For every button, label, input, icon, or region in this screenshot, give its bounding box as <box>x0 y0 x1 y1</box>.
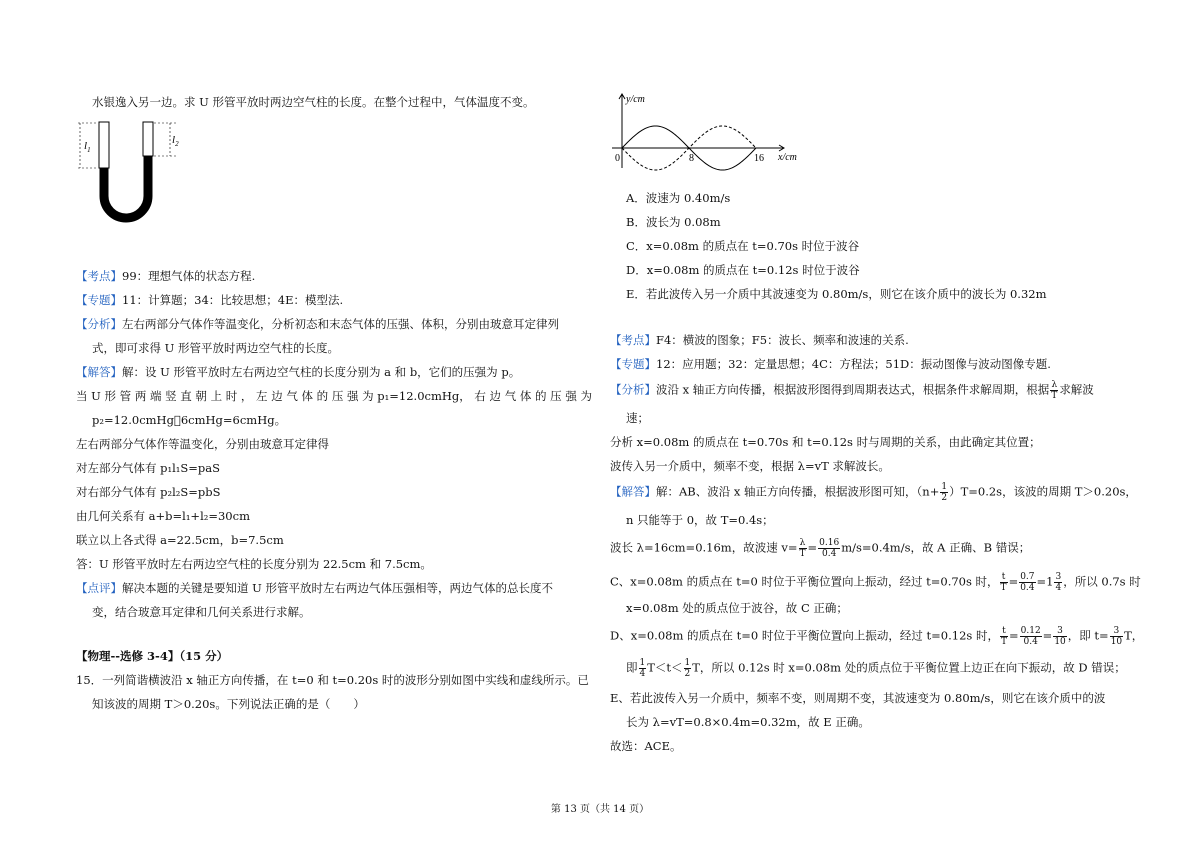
fenxi-line-right-2: 速； <box>626 411 649 425</box>
jieda-line-right-5: x=0.08m 处的质点位于波谷，故 C 正确； <box>626 601 848 615</box>
origin-label: 0 <box>615 153 620 164</box>
jieda-line-right: 【解答】解：AB、波沿 x 轴正方向传播，根据波形图可知，（n+ $\frac{1}{2}$ ）T=0.2s，该波的周期 T＞0.20s， <box>610 482 1137 503</box>
zhuanti-tag-right: 【专题】 <box>610 357 656 371</box>
fenxi-line-right-4: 波传入另一介质中，频率不变，根据 λ=vT 求解波长。 <box>610 459 890 473</box>
jieda-line-right-3: 波长 λ=16cm=0.16m，故波速 v= $\frac{\lambda}{T}$ = $\frac{0.16}{0.4}$ m/s=0.4m/s，故 A 正确、B 错误； <box>610 538 1031 559</box>
fenxi-tag-right: 【分析】 <box>610 382 656 397</box>
jieda-line-right-9: 长为 λ=vT=0.8×0.4m=0.32m，故 E 正确。 <box>626 715 870 729</box>
u-tube-figure <box>72 118 192 236</box>
jieda-line-right-7: 即 $\frac{1}{4}$ T＜t＜ $\frac{1}{2}$ T，所以 0.12s 时 x=0.08m 处的质点位于平衡位置上边正在向下振动，故 D 错误； <box>626 658 1126 679</box>
dianping-line-2: 变，结合玻意耳定律和几何关系进行求解。 <box>92 605 311 619</box>
dianping-line: 【点评】解决本题的关键是要知道 U 形管平放时左右两边气体压强相等，两边气体的总长度不 <box>76 581 553 595</box>
section-title: 【物理--选修 3-4】（15 分） <box>76 649 229 663</box>
option-b: B．波长为 0.08m <box>626 215 721 229</box>
y-axis-label: y/cm <box>626 94 645 105</box>
tick-16-label: 16 <box>754 153 764 164</box>
jieda-line: 【解答】解：设 U 形管平放时左右两边空气柱的长度分别为 a 和 b，它们的压强为 p。 <box>76 365 521 379</box>
fenxi-line: 【分析】左右两部分气体作等温变化，分析初态和末态气体的压强、体积，分别由玻意耳定律列 <box>76 317 559 331</box>
fenxi-line-right-3: 分析 x=0.08m 的质点在 t=0.70s 和 t=0.12s 时与周期的关系，由此确定其位置； <box>610 435 1041 449</box>
jieda-line-8: 联立以上各式得 a=22.5cm，b=7.5cm <box>76 533 284 547</box>
zhuanti-line: 【专题】11：计算题；34：比较思想；4E：模型法. <box>76 293 344 307</box>
tick-8-label: 8 <box>689 153 694 164</box>
page-footer: 第 13 页（共 14 页） <box>550 804 650 815</box>
jieda-line-2: 当 U 形 管 两 端 竖 直 朝 上 时 ， 左 边 气 体 的 压 强 为 p₁=12.0cmHg， 右 边 气 体 的 压 强 为 <box>76 389 592 403</box>
jieda-line-right-10: 故选：ACE。 <box>610 739 682 753</box>
wave-graph <box>606 92 806 172</box>
fenxi-tag: 【分析】 <box>76 317 122 331</box>
left-tube <box>99 122 109 168</box>
zhuanti-line-right: 【专题】12：应用题；32：定量思想；4C：方程法；51D：振动图像与波动图像专题. <box>610 357 1051 371</box>
question-15-line-2: 知该波的周期 T＞0.20s。下列说法正确的是（ ） <box>92 697 365 711</box>
kaodian-tag-right: 【考点】 <box>610 333 656 347</box>
l2-label: $l_2$ <box>172 134 179 148</box>
jieda-line-7: 由几何关系有 a+b=l₁+l₂=30cm <box>76 509 250 523</box>
option-d: D．x=0.08m 的质点在 t=0.12s 时位于波谷 <box>626 263 860 277</box>
problem-intro: 水银逸入另一边。求 U 形管平放时两边空气柱的长度。在整个过程中，气体温度不变。 <box>92 95 535 109</box>
jieda-line-right-4: C、x=0.08m 的质点在 t=0 时位于平衡位置向上振动，经过 t=0.70s 时， $\frac{t}{T}$ = $\frac{0.7}{0.4}$ =1 $\frac{3}{4}$ ，所以 0.7s 时 <box>610 572 1141 593</box>
question-15-line-1: 15．一列简谐横波沿 x 轴正方向传播，在 t=0 和 t=0.20s 时的波形分别如图中实线和虚线所示。已 <box>76 673 589 687</box>
right-tube <box>143 122 153 156</box>
dianping-tag: 【点评】 <box>76 581 122 595</box>
option-c: C．x=0.08m 的质点在 t=0.70s 时位于波谷 <box>626 239 860 253</box>
zhuanti-tag: 【专题】 <box>76 293 122 307</box>
jieda-tag-right: 【解答】 <box>610 484 656 499</box>
jieda-tag: 【解答】 <box>76 365 122 379</box>
jieda-line-right-8: E、若此波传入另一介质中，频率不变，则周期不变，其波速变为 0.80m/s，则它在该介质中的波 <box>610 691 1106 705</box>
option-e: E．若此波传入另一介质中其波速变为 0.80m/s，则它在该介质中的波长为 0.32m <box>626 287 1047 301</box>
l1-label: $l_1$ <box>84 140 91 154</box>
option-a: A．波速为 0.40m/s <box>626 191 731 205</box>
jieda-line-5: 对左部分气体有 p₁l₁S=paS <box>76 461 221 475</box>
jieda-line-6: 对右部分气体有 p₂l₂S=pbS <box>76 485 221 499</box>
jieda-line-4: 左右两部分气体作等温变化，分别由玻意耳定律得 <box>76 437 329 451</box>
jieda-line-9: 答：U 形管平放时左右两边空气柱的长度分别为 22.5cm 和 7.5cm。 <box>76 557 432 571</box>
kaodian-tag: 【考点】 <box>76 269 122 283</box>
mercury-column <box>104 156 148 218</box>
x-axis-label: x/cm <box>778 152 797 163</box>
fenxi-line-right: 【分析】波沿 x 轴正方向传播，根据波形图得到周期表达式，根据条件求解周期，根据 $\frac{\lambda}{T}$ 求解波 <box>610 380 1094 401</box>
kaodian-line: 【考点】99：理想气体的状态方程. <box>76 269 256 283</box>
jieda-line-3: p₂=12.0cmHg￿6cmHg=6cmHg。 <box>92 413 287 427</box>
fenxi-line-2: 式，即可求得 U 形管平放时两边空气柱的长度。 <box>92 341 340 355</box>
jieda-line-right-6: D、x=0.08m 的质点在 t=0 时位于平衡位置向上振动，经过 t=0.12s 时， $\frac{t}{T}$ = $\frac{0.12}{0.4}$ = $\frac{3}{10}$ ，即 t= $\frac{3}{10}$ T， <box>610 626 1144 647</box>
kaodian-line-right: 【考点】F4：横波的图象；F5：波长、频率和波速的关系. <box>610 333 909 347</box>
fraction-lambda-over-t: $\frac{\lambda}{T}$ <box>1051 380 1058 401</box>
jieda-line-right-2: n 只能等于 0，故 T=0.4s； <box>626 513 774 527</box>
